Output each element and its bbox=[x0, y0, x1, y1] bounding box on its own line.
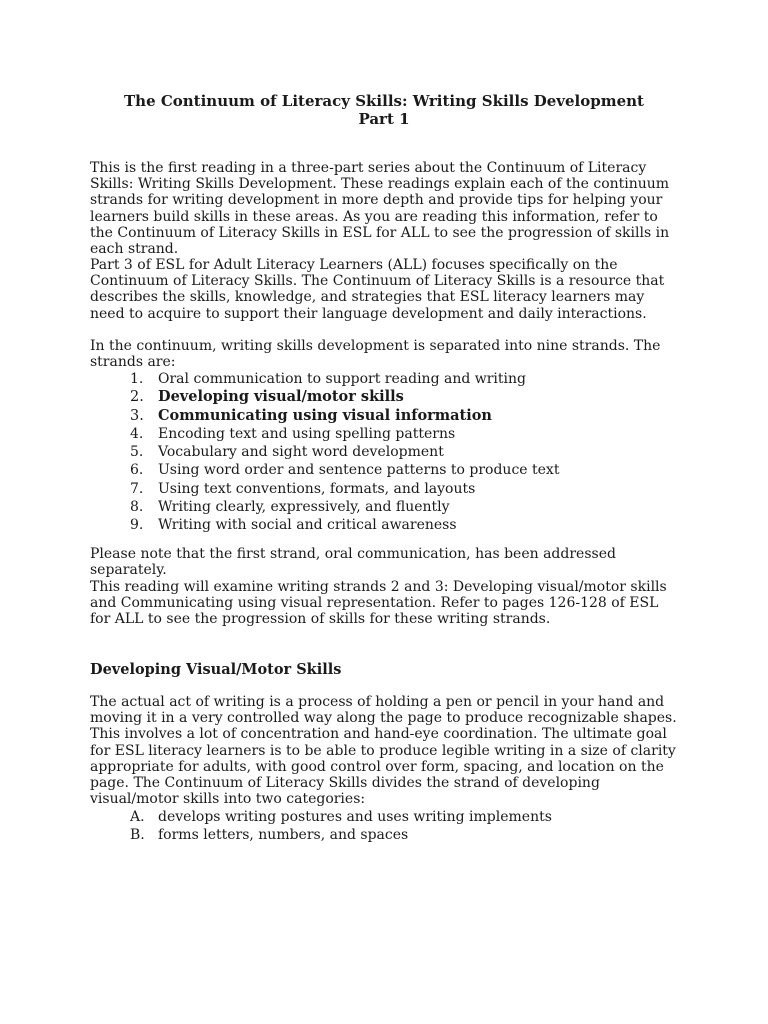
list-item-label: Developing visual/motor skills bbox=[158, 388, 404, 406]
note-paragraph: Please note that the first strand, oral communication, has been addressed separately. bbox=[90, 546, 616, 579]
part3-paragraph: Part 3 of ESL for Adult Literacy Learners (ALL) focuses specifically on the Continuum of Literacy Skills. The Continuum of Literacy Skills is a resource that describes the skills, knowledge, and strategies that ESL literacy learners may need to acquire to support their language development and daily interactions. bbox=[90, 257, 665, 322]
list-marker: 5. bbox=[130, 444, 144, 461]
list-item bbox=[90, 388, 678, 406]
list-marker: 1. bbox=[130, 371, 144, 387]
list-marker: 4. bbox=[130, 425, 144, 442]
list-marker: 9. bbox=[130, 517, 144, 534]
strands-intro: In the continuum, writing skills development is separated into nine strands. The strands are: bbox=[90, 338, 661, 371]
list-marker: 8. bbox=[130, 499, 144, 516]
section-paragraph: The actual act of writing is a process of holding a pen or pencil in your hand and moving it in a very controlled way along the page to produce recognizable shapes. This involves a lot of concentration and hand-eye coordination. The ultimate goal for ESL literacy learners is to be able to produce legible writing in a size of clarity appropriate for adults, with good control over form, spacing, and location on the page. The Continuum of Literacy Skills divides the strand of developing visual/motor skills into two categories: bbox=[90, 694, 677, 808]
list-item-label: Vocabulary and sight word development bbox=[158, 444, 444, 461]
list-item bbox=[90, 808, 678, 826]
list-item bbox=[90, 480, 678, 498]
intro-paragraph: This is the first reading in a three-part series about the Continuum of Literacy Skills: Writing Skills Development. These readings explain each of the continuum strands for writing development in more depth and provide tips for helping your learners build skills in these areas. As you are reading this information, refer to the Continuum of Literacy Skills in ESL for ALL to see the progression of skills in each strand. bbox=[90, 160, 670, 258]
list-item bbox=[90, 370, 678, 388]
list-marker: 7. bbox=[130, 480, 144, 497]
section-heading: Developing Visual/Motor Skills bbox=[90, 661, 342, 678]
list-item bbox=[90, 498, 678, 516]
list-marker: 3. bbox=[130, 407, 144, 424]
list-marker: B. bbox=[130, 827, 145, 843]
list-item-label: Communicating using visual information bbox=[158, 406, 492, 424]
document-title bbox=[90, 92, 678, 128]
list-marker: 2. bbox=[130, 389, 144, 406]
list-item bbox=[90, 443, 678, 461]
list-marker: 6. bbox=[130, 462, 144, 479]
examine-paragraph: This reading will examine writing strands 2 and 3: Developing visual/motor skills and Communicating using visual representation. Refer to pages 126-128 of ESL for ALL to see the progression of skills for these writing strands. bbox=[90, 579, 667, 628]
list-item-label: forms letters, numbers, and spaces bbox=[158, 827, 409, 843]
list-marker: A. bbox=[130, 809, 145, 825]
list-item bbox=[90, 461, 678, 479]
title-line-1: The Continuum of Literacy Skills: Writing Skills Development bbox=[124, 92, 644, 110]
list-item bbox=[90, 407, 678, 425]
list-item bbox=[90, 826, 678, 844]
title-line-2: Part 1 bbox=[358, 110, 410, 128]
list-item-label: Writing with social and critical awareness bbox=[158, 517, 457, 534]
list-item-label: Encoding text and using spelling patterns bbox=[158, 425, 456, 442]
list-item-label: Oral communication to support reading and writing bbox=[158, 371, 526, 387]
strands-list bbox=[90, 370, 678, 535]
list-item-label: Using text conventions, formats, and layouts bbox=[158, 480, 476, 497]
list-item-label: develops writing postures and uses writing implements bbox=[158, 809, 552, 825]
list-item-label: Using word order and sentence patterns to produce text bbox=[158, 462, 560, 479]
list-item bbox=[90, 425, 678, 443]
categories-list bbox=[90, 808, 678, 844]
list-item bbox=[90, 516, 678, 534]
list-item-label: Writing clearly, expressively, and fluently bbox=[158, 499, 450, 516]
